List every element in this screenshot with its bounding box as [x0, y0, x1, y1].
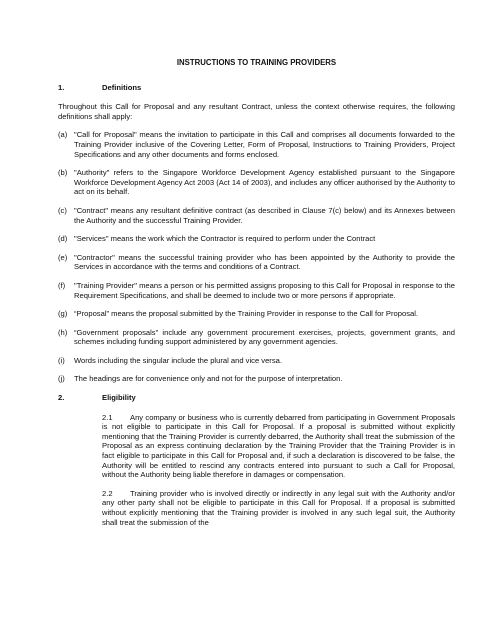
definition-item [58, 281, 455, 300]
item-text: "Services" means the work which the Contractor is required to perform under the Contract [74, 234, 376, 244]
definitions-list [58, 130, 455, 384]
item-label: (e) [58, 252, 68, 262]
item-label: (f) [58, 280, 66, 290]
clause-number: 2.2 [102, 488, 113, 498]
item-label: (i) [58, 355, 65, 365]
section-title: Definitions [102, 82, 142, 92]
eligibility-clause [102, 413, 455, 480]
item-label: (j) [58, 374, 65, 384]
item-label: (h) [58, 327, 68, 337]
definition-item [58, 168, 455, 197]
definition-item [58, 356, 455, 366]
item-text: Words including the singular include the plural and vice versa. [74, 355, 282, 365]
section-heading-definitions [58, 83, 455, 93]
section-number: 1. [58, 82, 65, 92]
clause-text: Any company or business who is currently debarred from participating in Government Proposals is not eligible to participate in this Call for Proposal. If a proposal is submitted without explicitly mentioning that the Training Provider is currently debarred, the Authority shall treat the submission of the Proposal as an express continuing declaration by the Training Provider that the Training Provider is in fact eligible to participate in this Call for Proposal and, if such a declaration is discovered to be false, the Authority will be entitled to rescind any contracts entered into pursuant to such a Call for Proposal, without the Authority being liable therefore in damages or compensation. [102, 412, 455, 480]
definition-item [58, 328, 455, 347]
section-number: 2. [58, 393, 65, 403]
section-heading-eligibility [58, 393, 455, 403]
item-label: (b) [58, 168, 68, 178]
definition-item [58, 206, 455, 225]
item-text: "Contractor" means the successful training provider who has been appointed by the Authority to provide the Services in accordance with the terms and conditions of a Contract. [74, 252, 455, 272]
item-text: “Government proposals” include any government procurement exercises, projects, government grants, and schemes including funding support administered by any government agencies. [74, 327, 455, 347]
item-text: "Call for Proposal" means the invitation to participate in this Call and comprises all documents forwarded to the Training Provider inclusive of the Covering Letter, Form of Proposal, Instructions to Training Providers, Project Specifications and any other documents and forms enclosed. [74, 130, 455, 159]
item-text: The headings are for convenience only and not for the purpose of interpretation. [74, 374, 343, 384]
document-title: INSTRUCTIONS TO TRAINING PROVIDERS [176, 58, 337, 67]
definition-item [58, 374, 455, 384]
item-label: (g) [58, 309, 68, 319]
definition-item [58, 130, 455, 159]
item-text: “Proposal” means the proposal submitted by the Training Provider in response to the Call for Proposal. [74, 309, 419, 319]
section-title: Eligibility [102, 393, 136, 403]
item-label: (d) [58, 234, 68, 244]
definition-item [58, 234, 455, 244]
item-label: (c) [58, 205, 67, 215]
definition-item [58, 253, 455, 272]
eligibility-clause [102, 489, 455, 527]
item-text: "Authority" refers to the Singapore Workforce Development Agency established pursuant to the Singapore Workforce Development Agency Act 2003 (Act 14 of 2003), and includes any officer authorised by the Authority to act on its behalf. [74, 168, 455, 197]
definition-item [58, 309, 455, 319]
item-text: "Training Provider" means a person or his permitted assigns proposing to this Call for Proposal in response to the Requirement Specifications, and shall be deemed to include two or more persons if appropriate. [74, 280, 455, 300]
definitions-intro: Throughout this Call for Proposal and any resultant Contract, unless the context otherwise requires, the following definitions shall apply: [58, 102, 455, 121]
item-text: "Contract" means any resultant definitive contract (as described in Clause 7(c) below) and its Annexes between the Authority and the successful Training Provider. [74, 205, 455, 225]
clause-text: Training provider who is involved directly or indirectly in any legal suit with the Authority and/or any other party shall not be eligible to participate in this Call for Proposal. If a proposal is submitted without explicitly mentioning that the Training provider is involved in any such legal suit, the Authority shall treat the submission of the [102, 488, 455, 527]
clause-number: 2.1 [102, 412, 113, 422]
item-label: (a) [58, 130, 68, 140]
